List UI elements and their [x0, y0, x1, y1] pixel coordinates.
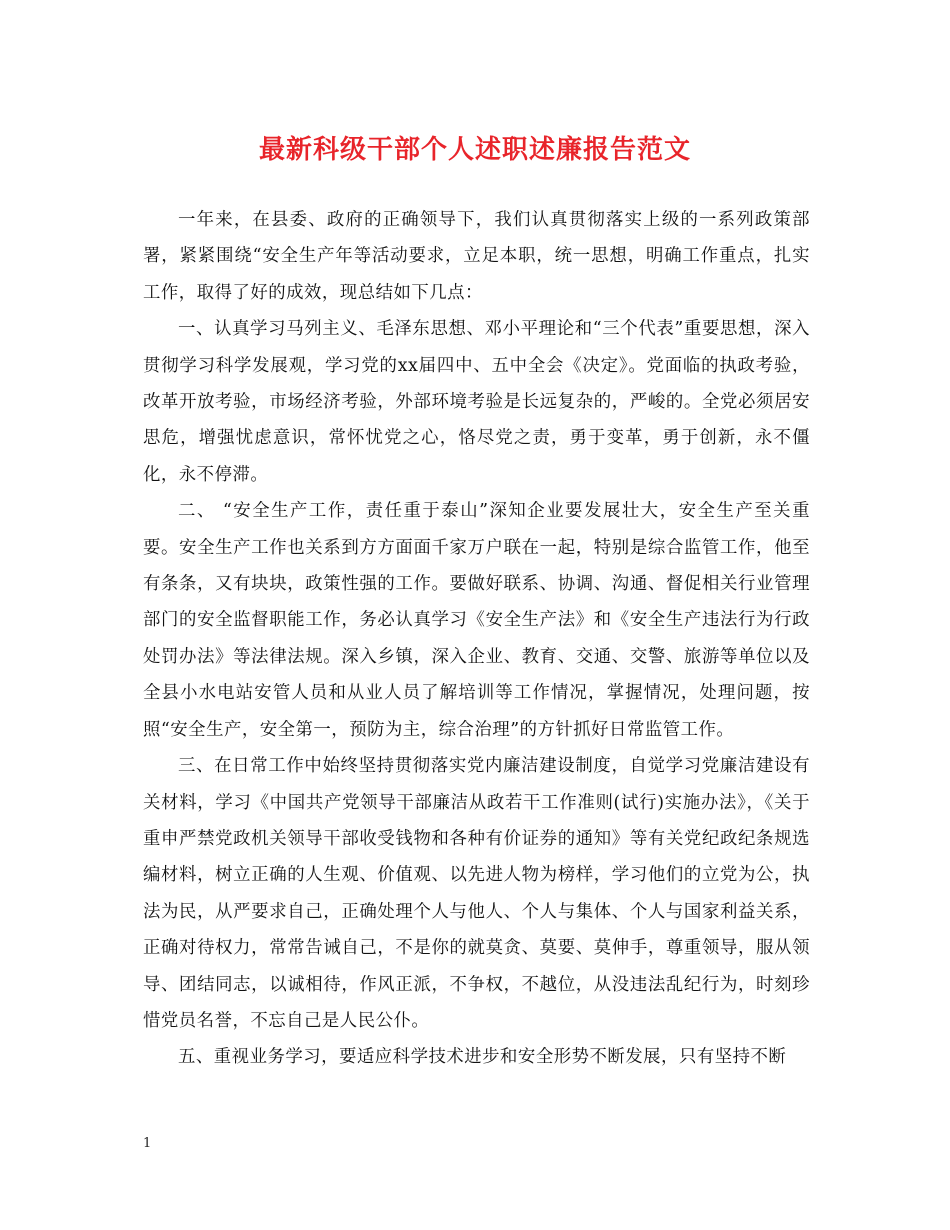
paragraph-intro: 一年来，在县委、政府的正确领导下，我们认真贯彻落实上级的一系列政策部署，紧紧围绕“安全生产年等活动要求，立足本职，统一思想，明确工作重点，扎实工作，取得了好的成效，现总结如下几点：: [143, 210, 810, 303]
paragraph-section-3: 三、在日常工作中始终坚持贯彻落实党内廉洁建设制度，自觉学习党廉洁建设有关材料，学习《中国共产党领导干部廉洁从政若干工作准则(试行)实施办法》，《关于重申严禁党政机关领导干部收受钱物和各种有价证券的通知》等有关党纪政纪条规选编材料，树立正确的人生观、价值观、以先进人物为榜样，学习他们的立党为公，执法为民，从严要求自己，正确处理个人与他人、个人与集体、个人与国家利益关系，正确对待权力，常常告诫自己，不是你的就莫贪、莫要、莫伸手，尊重领导，服从领导、团结同志，以诚相待，作风正派，不争权，不越位，从没违法乱纪行为，时刻珍惜党员名誉，不忘自己是人民公仆。: [143, 756, 810, 1031]
paragraph-section-5: 五、重视业务学习，要适应科学技术进步和安全形势不断发展，只有坚持不断: [178, 1047, 787, 1068]
paragraph-section-2: 二、 “安全生产工作，责任重于泰山”深知企业要发展壮大，安全生产至关重要。安全生产工作也关系到方方面面千家万户联在一起，特别是综合监管工作，他至有条条，又有块块，政策性强的工作。要做好联系、协调、沟通、督促相关行业管理部门的安全监督职能工作，务必认真学习《安全生产法》和《安全生产违法行为行政处罚办法》等法律法规。深入乡镇，深入企业、教育、交通、交警、旅游等单位以及全县小水电站安管人员和从业人员了解培训等工作情况，掌握情况，处理问题，按照“安全生产，安全第一，预防为主，综合治理”的方针抓好日常监管工作。: [143, 501, 810, 740]
document-title: 最新科级干部个人述职述廉报告范文: [258, 135, 691, 165]
document-body: [143, 202, 810, 1076]
paragraph-section-1: 一、认真学习马列主义、毛泽东思想、邓小平理论和“三个代表”重要思想，深入贯彻学习科学发展观，学习党的xx届四中、五中全会《决定》。党面临的执政考验，改革开放考验，市场经济考验，外部环境考验是长远复杂的，严峻的。全党必须居安思危，增强忧虑意识，常怀忧党之心，恪尽党之责，勇于变革，勇于创新，永不僵化，永不停滞。: [143, 319, 810, 485]
page-number: 1: [143, 1136, 152, 1151]
